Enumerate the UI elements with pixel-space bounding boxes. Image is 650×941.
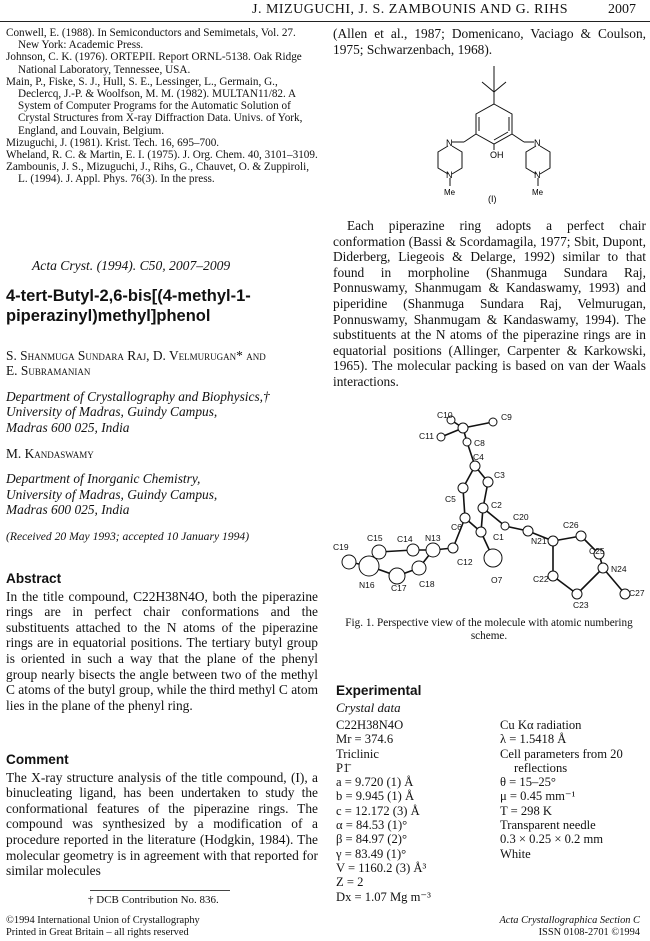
n-label: N [534, 170, 541, 180]
crystal-data-row: Cu Kα radiation [500, 718, 582, 732]
atom-label: C8 [474, 438, 485, 448]
reference-item: Mizuguchi, J. (1981). Krist. Tech. 16, 695–700. [6, 136, 220, 149]
crystal-data-row: V = 1160.2 (3) Å³ [336, 860, 427, 875]
atom-label: C1 [493, 532, 504, 542]
abstract-section [6, 571, 318, 713]
atom-label: C27 [629, 588, 645, 598]
figure-caption: Fig. 1. Perspective view of the molecule with atomic numbering scheme. [345, 617, 633, 642]
atom-label: C9 [501, 412, 512, 422]
crystal-data-right [500, 718, 646, 861]
crystal-data-row: Cell parameters from 20 [500, 746, 623, 761]
n-label: N [534, 138, 541, 148]
chemical-scheme [420, 62, 570, 204]
compound-number: (I) [488, 194, 497, 204]
reference-item: Zambounis, J. S., Mizuguchi, J., Rihs, G., Chauvet, O. & Zuppiroli, L. (1994). J. Appl. Phys. 76(3). In the press. [6, 161, 309, 186]
crystal-data-row: C22H38N4O [336, 718, 404, 732]
atom-label: N16 [359, 580, 375, 590]
crystal-data-heading: Crystal data [336, 700, 401, 715]
experimental-heading: Experimental [336, 683, 422, 698]
right-top-text [333, 26, 646, 57]
atom-label: C25 [589, 546, 605, 556]
footer-line: Printed in Great Britain – all rights reserved [6, 927, 189, 938]
abstract-text: In the title compound, C22H38N4O, both the piperazine rings are in perfect chair conformations and the substituents attached to the N atoms of the piperazine rings are in equatorial positions. The tertiary butyl group is oriented in such a way that the plane of the phenyl group nearly bisects the angle between two of the methyl C atoms of the butyl group, while the third methyl C atom lies in the plane of the phenyl ring. [6, 588, 318, 713]
affiliation-line: Madras 600 025, India [6, 502, 130, 518]
footer-copyright [6, 915, 200, 939]
atom-label: C3 [494, 470, 505, 480]
journal-reference: Acta Cryst. (1994). C50, 2007–2009 [32, 258, 231, 273]
atom-label: C17 [391, 583, 407, 593]
affiliation-2 [6, 471, 318, 518]
atom-label: C6 [451, 522, 462, 532]
page-number: 2007 [608, 2, 636, 17]
reference-list [6, 27, 318, 186]
crystal-data-row: Dx = 1.07 Mg m⁻³ [336, 889, 431, 904]
crystal-data-row: α = 84.53 (1)° [336, 818, 408, 833]
oh-label: OH [490, 150, 504, 160]
crystal-data-row: Triclinic [336, 746, 379, 761]
affiliation-line: Department of Crystallography and Biophysics,† [6, 388, 270, 404]
affiliation-1 [6, 389, 318, 436]
citation-text: (Allen et al., 1987; Domenicano, Vaciago & Coulson, 1975; Schwarzenbach, 1968). [333, 26, 646, 57]
reference-item: Conwell, E. (1988). In Semiconductors and Semimetals, Vol. 27. New York: Academic Press. [6, 27, 296, 52]
running-header [0, 0, 650, 22]
atom-label: N13 [425, 533, 441, 543]
footer-line: ©1994 International Union of Crystallography [6, 915, 200, 926]
reference-item: Wheland, R. C. & Martin, E. I. (1975). J. Org. Chem. 40, 3101–3109. [6, 149, 318, 162]
atom-label: C10 [437, 410, 453, 420]
footnote: † DCB Contribution No. 836. [88, 894, 219, 906]
discussion-text: Each piperazine ring adopts a perfect chair conformation (Bassi & Scordamagila, 1977; Sbit, Dupont, Diderberg, Liegeois & Delarge, 1992) similar to that found in morpholine (Shanmuga Sundara Raj, Ponnuswamy, Shanmugam & Kandaswamy, 1993) and piperidine (Shanmuga Sundara Raj, Velmurugan, Ponnuswamy, Shanmugam & Kandaswamy, 1994). The substituents at the N atoms of the piperazine rings are in equatorial positions (Allinger, Carpenter & Karkowski, 1965). The molecular packing is based on van der Waals interactions. [333, 218, 646, 389]
crystal-data-row: θ = 15–25° [500, 775, 556, 790]
atom-label: C2 [491, 500, 502, 510]
atom-label: C4 [473, 452, 484, 462]
atom-label: C12 [457, 557, 473, 567]
reference-item: Main, P., Fiske, S. J., Hull, S. E., Lessinger, L., Germain, G., Declercq, J.-P. & Woolfson, M. M. (1982). MULTAN11/82. A System of Computer Programs for the Automatic Solution of Crystal Structures from X-ray Diffraction Data. Univs. of York, England, and Louvain, Belgium. [6, 75, 303, 137]
authors-line-2: E. Subramanian [6, 363, 91, 379]
crystal-data-row: Transparent needle [500, 818, 596, 833]
footer-journal [499, 915, 640, 939]
article-title-line-2: piperazinyl)methyl]phenol [6, 306, 211, 325]
atom-label: C15 [367, 533, 383, 543]
crystal-data-row: T = 298 K [500, 803, 552, 818]
crystal-data-left [336, 718, 496, 904]
crystal-data-row: Mr = 374.6 [336, 732, 394, 747]
affiliation-line: Madras 600 025, India [6, 419, 130, 435]
atom-label: C19 [333, 542, 349, 552]
footnote-rule [90, 890, 230, 891]
footer-line: Acta Crystallographica Section C [499, 915, 640, 926]
atom-label: N21 [531, 536, 547, 546]
crystal-data-row: β = 84.97 (2)° [336, 832, 408, 847]
atom-label: C20 [513, 512, 529, 522]
atom-label: C23 [573, 600, 589, 610]
atom-label: C5 [445, 494, 456, 504]
atom-label: C14 [397, 534, 413, 544]
n-label: N [446, 170, 453, 180]
affiliation-line: Department of Inorganic Chemistry, [6, 471, 201, 487]
affiliation-line: University of Madras, Guindy Campus, [6, 404, 218, 420]
comment-heading: Comment [6, 752, 69, 767]
crystal-data-row: γ = 83.49 (1)° [336, 846, 407, 861]
atom-label: O7 [491, 575, 503, 585]
discussion-section [333, 218, 646, 390]
methyl-label: Me [532, 188, 544, 197]
crystal-data-row: Z = 2 [336, 875, 364, 890]
header-authors: J. MIZUGUCHI, J. S. ZAMBOUNIS AND G. RIHS [252, 2, 569, 17]
comment-text: The X-ray structure analysis of the title compound, (I), a binucleating ligand, has been undertaken to study the conformational features of the piperazine rings. The compound was synthesized by a modification of a procedure reported in the literature (Hodgkin, 1984). The molecular geometry is in agreement with that reported for similar molecules [6, 769, 318, 879]
article-head [6, 258, 318, 543]
header-rule [0, 21, 650, 22]
atom-label: N24 [611, 564, 627, 574]
crystal-data-row: c = 12.172 (3) Å [336, 803, 420, 818]
footer-line: ISSN 0108-2701 ©1994 [538, 927, 640, 938]
crystal-data-row: White [500, 846, 531, 861]
crystal-data-row: P1̄ [336, 760, 350, 775]
reference-item: Johnson, C. K. (1976). ORTEPII. Report ORNL-5138. Oak Ridge National Laboratory, Tennessee, USA. [6, 51, 302, 76]
crystal-data-row: b = 9.945 (1) Å [336, 789, 415, 804]
comment-section [6, 752, 318, 879]
author-2: M. Kandaswamy [6, 445, 94, 461]
abstract-heading: Abstract [6, 571, 62, 586]
received-dates: (Received 20 May 1993; accepted 10 January 1994) [6, 529, 250, 543]
crystal-data-row: a = 9.720 (1) Å [336, 775, 414, 790]
ortep-figure [333, 408, 646, 613]
atom-label: C11 [419, 431, 434, 441]
atom-label: C26 [563, 520, 579, 530]
methyl-label: Me [444, 188, 456, 197]
atom-label: C18 [419, 579, 435, 589]
crystal-data-row: reflections [514, 760, 568, 775]
crystal-data-row: λ = 1.5418 Å [500, 732, 567, 747]
atom-label: C22 [533, 574, 549, 584]
article-title-line-1: 4-tert-Butyl-2,6-bis[(4-methyl-1- [6, 286, 251, 305]
authors-line-1: S. Shanmuga Sundara Raj, D. Velmurugan* and [6, 347, 266, 363]
crystal-data-row: μ = 0.45 mm⁻¹ [500, 789, 576, 804]
affiliation-line: University of Madras, Guindy Campus, [6, 486, 218, 502]
n-label: N [446, 138, 453, 148]
crystal-data-row: 0.3 × 0.25 × 0.2 mm [500, 832, 604, 847]
